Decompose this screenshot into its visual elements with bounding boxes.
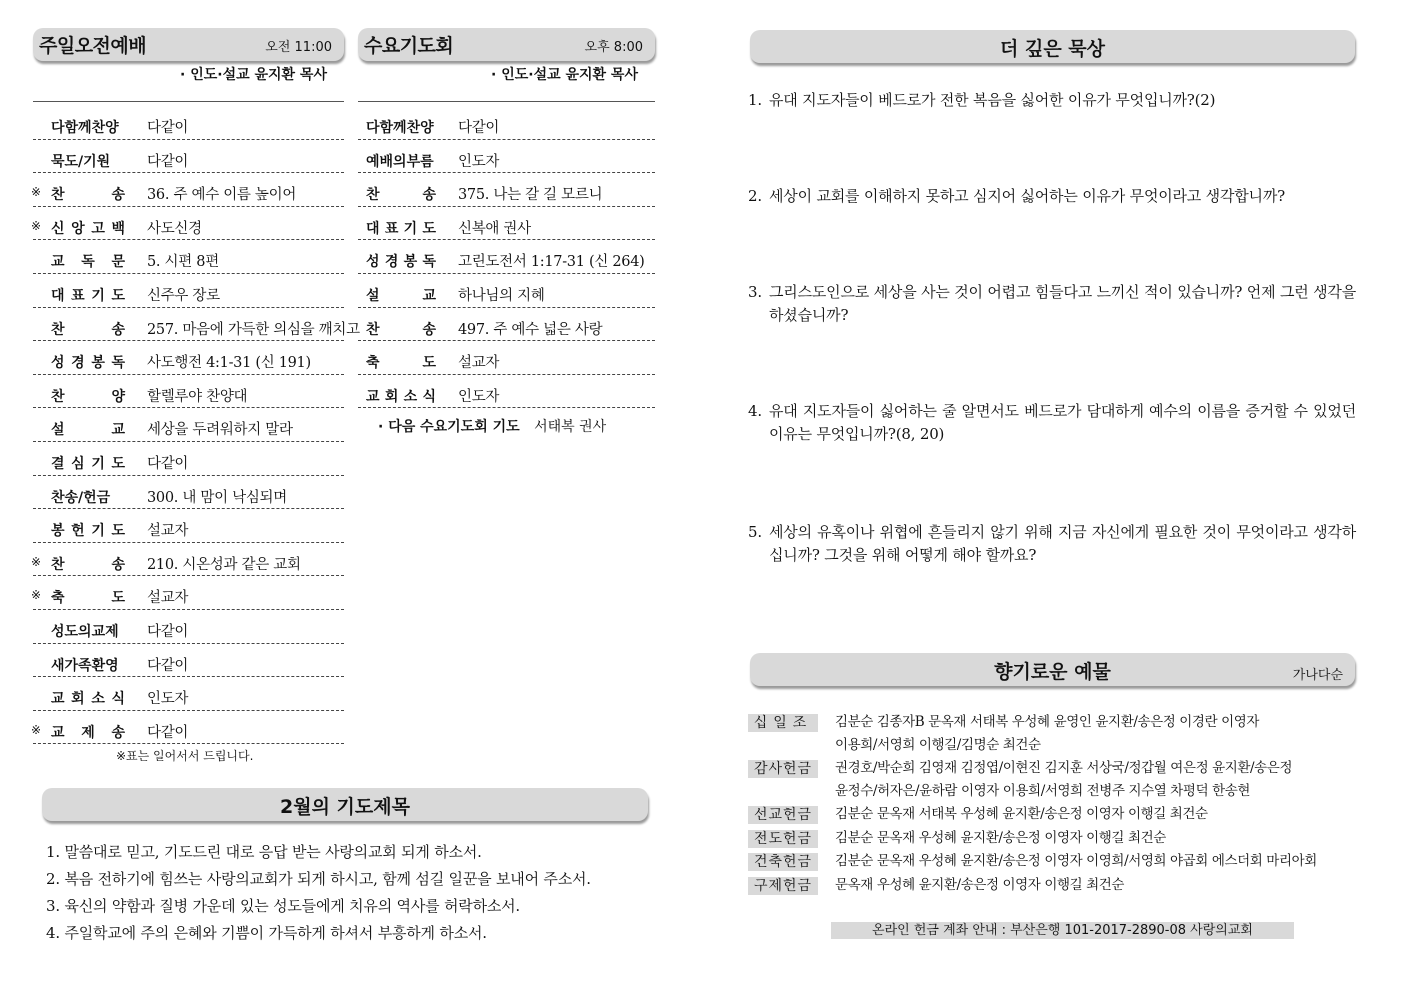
offering-names: [835, 826, 1348, 850]
sunday-order-label: 성도의교제: [51, 623, 119, 640]
offering-row: [748, 710, 1348, 756]
sunday-order-value: 다같이: [147, 120, 189, 136]
sunday-order-label: 축 도: [51, 590, 125, 607]
sunday-order-label: 대 표 기 도: [51, 287, 125, 304]
wednesday-order-value: 497. 주 예수 넓은 사랑: [458, 321, 603, 338]
sunday-order-value: 300. 내 맘이 낙심되며: [147, 489, 287, 506]
sunday-order-row: [33, 207, 344, 241]
wednesday-order-label: 예배의부름: [366, 153, 434, 170]
sunday-order-label: 다함께찬양: [51, 120, 119, 136]
wednesday-service-time: 오후 8:00: [584, 40, 643, 55]
prayer-topic-item: 1. 말씀대로 믿고, 기도드린 대로 응답 받는 사랑의교회 되게 하소서.: [46, 843, 482, 861]
wednesday-order-row: [358, 106, 655, 140]
wednesday-order-row: [358, 207, 655, 241]
sunday-order-label: 새가족환영: [51, 657, 119, 674]
standing-mark: ※: [31, 722, 42, 737]
offering-names: [835, 710, 1348, 756]
sunday-order-label: 찬 송: [51, 556, 125, 573]
meditation-header: [750, 30, 1355, 63]
sunday-order-row: [33, 308, 360, 342]
sunday-order-row: [33, 677, 344, 711]
sunday-order-value: 설교자: [147, 590, 189, 607]
sunday-order-label: 찬송/헌금: [51, 489, 111, 506]
meditation-question: [748, 521, 1356, 567]
sunday-service-header: [33, 28, 344, 61]
sunday-order-value: 설교자: [147, 523, 189, 540]
question-text: 세상이 교회를 이해하지 못하고 심지어 싫어하는 이유가 무엇이라고 생각합니까?: [769, 187, 1285, 205]
sunday-order-label: 설 교: [51, 422, 125, 439]
sunday-order-value: 세상을 두려워하지 말라: [147, 422, 293, 439]
wednesday-order-label: 교 회 소 식: [366, 388, 436, 405]
wednesday-order-row: [358, 341, 655, 375]
wednesday-order-label: 설 교: [366, 287, 436, 304]
sunday-order-row: [33, 140, 344, 174]
sunday-order-value: 다같이: [147, 153, 189, 170]
offering-names-line: 문옥재 우성혜 윤지환/송은정 이영자 이행길 최건순: [835, 876, 1125, 893]
question-text: 유대 지도자들이 베드로가 전한 복음을 싫어한 이유가 무엇입니까?(2): [769, 91, 1216, 109]
offering-row: [748, 873, 1348, 897]
sunday-service-title: 주일오전예배: [39, 35, 147, 57]
wednesday-order-value: 하나님의 지혜: [458, 287, 545, 304]
sunday-order-row: [33, 509, 344, 543]
wednesday-order-label: 축 도: [366, 355, 436, 372]
sunday-service-time: 오전 11:00: [265, 40, 332, 55]
sunday-order-label: 묵도/기원: [51, 153, 111, 170]
wednesday-order-row: [358, 240, 655, 274]
offering-names: [835, 849, 1348, 873]
sunday-order-row: [33, 576, 344, 610]
sunday-order-row: [33, 476, 344, 510]
sunday-order-row: [33, 610, 344, 644]
standing-mark: ※: [31, 588, 42, 603]
sunday-order-label: 찬 양: [51, 388, 125, 405]
standing-footnote: ※표는 일어서서 드립니다.: [116, 749, 254, 763]
offering-category: 십일조: [748, 714, 818, 732]
sunday-leader: · 인도·설교 윤지환 목사: [180, 67, 327, 83]
offering-category: 건축헌금: [748, 853, 818, 871]
sunday-order-list: [31, 106, 360, 744]
wednesday-order-row: [358, 308, 655, 342]
offering-row: [748, 826, 1348, 850]
sunday-order-row: [33, 408, 344, 442]
sunday-order-value: 인도자: [147, 691, 189, 708]
wednesday-order-value: 인도자: [458, 388, 500, 405]
offering-title: 향기로운 예물: [994, 661, 1111, 683]
offering-category: 선교헌금: [748, 806, 818, 824]
sunday-order-value: 다같이: [147, 623, 189, 640]
prayer-topic-item: 3. 육신의 약함과 질병 가운데 있는 성도들에게 치유의 역사를 허락하소서.: [46, 897, 521, 915]
wednesday-order-label: 찬 송: [366, 321, 436, 338]
wednesday-order-label: 다함께찬양: [366, 120, 434, 136]
offering-names-line: 윤정수/허자은/윤하람 이영자 이용희/서영희 전병주 지수열 차평덕 한송현: [835, 782, 1251, 799]
question-text: 그리스도인으로 세상을 사는 것이 어렵고 힘들다고 느끼신 적이 있습니까? 언제 그런 생각을 하셨습니까?: [769, 283, 1356, 324]
sunday-order-value: 다같이: [147, 455, 189, 472]
sunday-order-label: 찬 송: [51, 187, 125, 204]
sunday-order-row: [33, 711, 344, 745]
wednesday-order-label: 성 경 봉 독: [366, 254, 436, 271]
prayer-topics-list: [46, 840, 666, 948]
next-wednesday-prayer: · 다음 수요기도회 기도 서태복 권사: [378, 419, 607, 435]
question-text: 세상의 유혹이나 위협에 흔들리지 않기 위해 지금 자신에게 필요한 것이 무엇이라고 생각하십니까? 그것을 위해 어떻게 해야 할까요?: [769, 523, 1356, 564]
sunday-order-value: 사도행전 4:1-31 (신 191): [147, 355, 311, 372]
sunday-order-label: 찬 송: [51, 321, 125, 338]
question-number: 3.: [748, 283, 762, 301]
next-wednesday-prayer-name: 서태복 권사: [534, 419, 607, 435]
wednesday-order-label: 대 표 기 도: [366, 220, 436, 237]
wednesday-leader: · 인도·설교 윤지환 목사: [491, 67, 638, 83]
online-offering-account: 온라인 헌금 계좌 안내 : 부산은행 101-2017-2890-08 사랑의교회: [831, 922, 1294, 939]
wednesday-order-row: [358, 140, 655, 174]
offering-category: 구제헌금: [748, 877, 818, 895]
wednesday-service-title: 수요기도회: [364, 35, 454, 57]
offering-category: 감사헌금: [748, 760, 818, 778]
sunday-order-value: 5. 시편 8편: [147, 254, 219, 271]
wednesday-order-value: 다같이: [458, 120, 500, 136]
wednesday-order-row: [358, 173, 655, 207]
wednesday-order-label: 찬 송: [366, 187, 436, 204]
sunday-order-row: [33, 442, 344, 476]
offering-names-line: 김분순 문옥재 우성혜 윤지환/송은정 이영자 이행길 최건순: [835, 829, 1166, 846]
meditation-question: [748, 400, 1356, 446]
standing-mark: ※: [31, 185, 42, 200]
wednesday-order-top-rule: [358, 101, 655, 102]
standing-mark: ※: [31, 218, 42, 233]
sunday-order-row: [33, 644, 344, 678]
meditation-question: [748, 185, 1356, 208]
wednesday-leader-text: 인도·설교 윤지환 목사: [501, 67, 638, 83]
offering-names-line: 김분순 문옥재 서태복 우성혜 윤지환/송은정 이영자 이행길 최건순: [835, 806, 1208, 822]
offering-row: [748, 802, 1348, 826]
offering-order-note: 가나다순: [1292, 668, 1343, 683]
sunday-order-value: 210. 시온성과 같은 교회: [147, 556, 301, 573]
sunday-order-label: 신 앙 고 백: [51, 220, 125, 237]
next-wednesday-prayer-label: 다음 수요기도회 기도: [388, 419, 520, 435]
sunday-order-label: 교 회 소 식: [51, 691, 125, 708]
sunday-order-row: [33, 240, 344, 274]
sunday-order-label: 교 독 문: [51, 254, 125, 271]
sunday-order-row: [33, 173, 344, 207]
prayer-topic-item: 2. 복음 전하기에 힘쓰는 사랑의교회가 되게 하시고, 함께 섬길 일꾼을 보내어 주소서.: [46, 870, 591, 888]
wednesday-order-value: 설교자: [458, 355, 500, 372]
wednesday-order-row: [358, 274, 655, 308]
sunday-order-label: 교 제 송: [51, 724, 125, 741]
offering-names-line: 권경호/박순희 김영재 김정엽/이현진 김지훈 서상국/정갑월 여은정 윤지환/송은정: [835, 760, 1293, 776]
sunday-order-value: 다같이: [147, 724, 189, 741]
prayer-topic-item: 4. 주일학교에 주의 은혜와 기쁨이 가득하게 하셔서 부흥하게 하소서.: [46, 924, 487, 942]
sunday-order-value: 257. 마음에 가득한 의심을 깨치고: [147, 321, 360, 338]
offering-row: [748, 849, 1348, 873]
offering-names: [835, 802, 1348, 826]
sunday-order-row: [33, 106, 344, 140]
meditation-question: [748, 89, 1356, 112]
meditation-title: 더 깊은 묵상: [1000, 38, 1105, 60]
offering-list: [748, 710, 1348, 896]
question-number: 1.: [748, 91, 762, 109]
offering-names-line: 김분순 김종자B 문옥재 서태복 우성혜 윤영인 윤지환/송은정 이경란 이영자: [835, 714, 1260, 730]
sunday-order-row: [33, 543, 344, 577]
sunday-order-value: 사도신경: [147, 220, 202, 237]
sunday-order-value: 36. 주 예수 이름 높이어: [147, 187, 297, 204]
question-number: 4.: [748, 402, 762, 420]
offering-names: [835, 873, 1348, 897]
sunday-leader-text: 인도·설교 윤지환 목사: [190, 67, 327, 83]
wednesday-order-row: [358, 375, 655, 409]
offering-category: 전도헌금: [748, 830, 818, 848]
sunday-order-row: [33, 274, 344, 308]
sunday-order-row: [33, 375, 344, 409]
question-text: 유대 지도자들이 싫어하는 줄 알면서도 베드로가 담대하게 예수의 이름을 증거할 수 있었던 이유는 무엇입니까?(8, 20): [769, 402, 1356, 443]
offering-names-line: 김분순 문옥재 우성혜 윤지환/송은정 이영자 이영희/서영희 야곱회 에스더회 마리아회: [835, 853, 1317, 869]
sunday-order-value: 할렐루야 찬양대: [147, 388, 248, 405]
wednesday-service-header: [358, 28, 655, 61]
wednesday-order-list: [358, 106, 655, 408]
offering-row: [748, 756, 1348, 802]
sunday-order-top-rule: [33, 101, 344, 102]
offering-header: [750, 653, 1355, 686]
sunday-order-value: 다같이: [147, 657, 189, 674]
wednesday-order-value: 375. 나는 갈 길 모르니: [458, 187, 603, 204]
question-number: 5.: [748, 523, 762, 541]
sunday-order-value: 신주우 장로: [147, 287, 220, 304]
offering-names-line: 이용희/서영희 이행길/김명순 최건순: [835, 736, 1041, 753]
sunday-order-row: [33, 341, 344, 375]
wednesday-order-value: 신복애 권사: [458, 220, 531, 237]
question-number: 2.: [748, 187, 762, 205]
offering-names: [835, 756, 1348, 802]
sunday-order-label: 봉 헌 기 도: [51, 523, 125, 540]
sunday-order-label: 성 경 봉 독: [51, 355, 125, 372]
wednesday-order-value: 고린도전서 1:17-31 (신 264): [458, 254, 645, 271]
standing-mark: ※: [31, 554, 42, 569]
prayer-topics-header: [42, 788, 648, 821]
wednesday-order-value: 인도자: [458, 153, 500, 170]
prayer-topics-title: 2월의 기도제목: [280, 796, 410, 818]
meditation-question: [748, 281, 1356, 327]
sunday-order-label: 결 심 기 도: [51, 455, 125, 472]
